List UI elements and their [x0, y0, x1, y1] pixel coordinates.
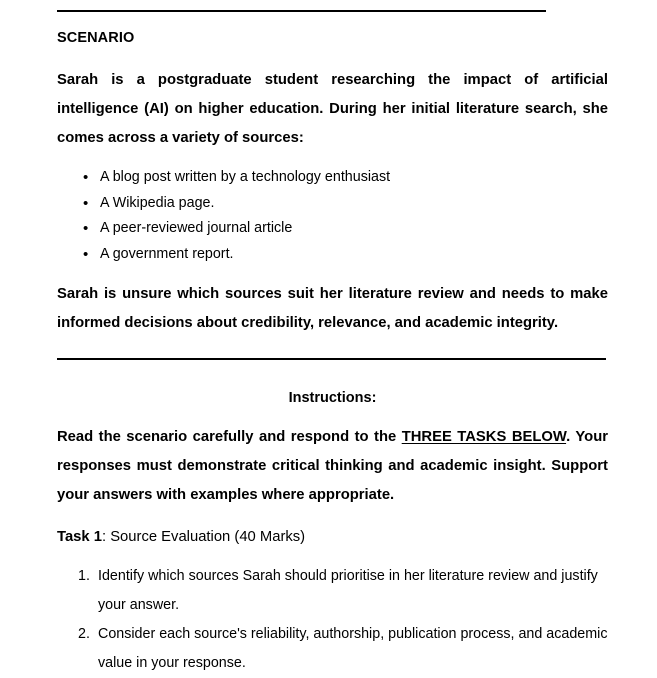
bullet-icon: • [83, 245, 89, 263]
instructions-lead-text: Read the scenario carefully and respond to the [57, 429, 402, 445]
document-body [57, 0, 608, 678]
list-item [57, 191, 608, 217]
bullet-icon: • [83, 220, 89, 237]
scenario-closing-paragraph: Sarah is unsure which sources suit her literature review and needs to make informed decisions about credibility, relevance, and academic integrity. [57, 286, 608, 331]
task-one-label: Task 1 [57, 529, 102, 545]
source-list [57, 165, 608, 267]
list-item-label: Consider each source's reliability, authorship, publication process, and academic value in your response. [98, 626, 608, 671]
task-one-item-list [57, 562, 608, 678]
list-item [57, 242, 608, 268]
scenario-paragraph: Sarah is a postgraduate student researching the impact of artificial intelligence (AI) on higher education. During her initial literature search, she comes across a variety of sources: [57, 72, 608, 146]
divider-top [57, 10, 546, 12]
list-item-label: Identify which sources Sarah should prioritise in her literature review and justify your answer. [98, 568, 598, 613]
task-one-title: : Source Evaluation (40 Marks) [101, 529, 306, 545]
list-number: 1. [78, 568, 90, 584]
list-item-label: A government report. [100, 245, 234, 262]
list-number: 2. [78, 626, 90, 642]
bullet-icon: • [83, 194, 89, 212]
list-item-label: A Wikipedia page. [100, 194, 215, 211]
bullet-icon: • [83, 169, 89, 186]
instructions-tail-text: . Your responses must demonstrate critical thinking and academic insight. Support your answers with examples where appropriate. [57, 429, 608, 503]
instructions-paragraph [57, 423, 608, 510]
section-heading-scenario: SCENARIO [57, 30, 135, 46]
list-item [57, 620, 608, 678]
list-item [57, 216, 608, 242]
list-item [57, 165, 608, 191]
list-item-label: A blog post written by a technology enthusiast [100, 169, 391, 185]
list-item [57, 562, 608, 620]
divider-middle [57, 358, 606, 360]
list-item-label: A peer-reviewed journal article [100, 220, 293, 236]
task-one-title-line [57, 523, 608, 552]
three-tasks-below-emphasis: THREE TASKS BELOW [401, 429, 567, 445]
instructions-heading: Instructions: [288, 390, 377, 406]
